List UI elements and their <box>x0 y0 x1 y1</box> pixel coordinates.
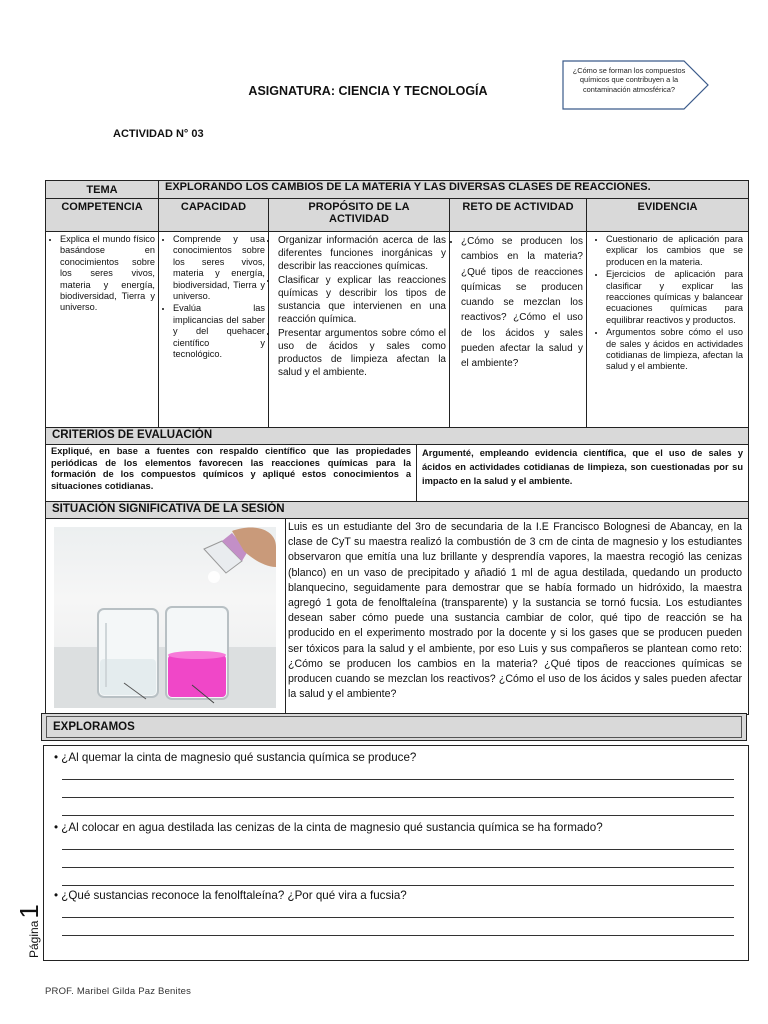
criterio-right: Argumenté, empleando evidencia científica, que el uso de sales y ácidos en actividades cotidianas de limpieza, son cuestionadas por su impacto en la salud y el ambiente. <box>422 448 743 486</box>
activity-table <box>45 180 749 715</box>
question-3-text: ¿Qué sustancias reconoce la fenolftaleína? ¿Por qué vira a fucsia? <box>61 889 407 902</box>
criterios-label: CRITERIOS DE EVALUACIÓN <box>46 428 748 444</box>
header-reto: RETO DE ACTIVIDAD <box>450 199 587 231</box>
evidencia-item: • Cuestionario de aplicación para explicar los cambios que se producen en la materia. <box>606 234 743 268</box>
experiment-photo-cell <box>46 519 286 714</box>
page-label: Página <box>27 920 41 958</box>
experiment-photo <box>54 527 276 708</box>
answer-line[interactable] <box>62 935 734 936</box>
proposito-item: • Presentar argumentos sobre cómo el uso de ácidos y sales como productos de limpieza afectan la salud y el ambiente. <box>278 327 446 379</box>
situacion-row <box>46 519 748 714</box>
header-row <box>46 199 748 232</box>
question-3: • ¿Qué sustancias reconoce la fenolftaleína? ¿Por qué vira a fucsia? <box>54 889 407 902</box>
answer-line[interactable] <box>62 779 734 780</box>
header-capacidad: CAPACIDAD <box>159 199 269 231</box>
activity-number: ACTIVIDAD N° 03 <box>113 128 204 140</box>
proposito-cell <box>269 232 450 427</box>
capacidad-cell <box>159 232 269 427</box>
competencia-cell <box>46 232 159 427</box>
capacidad-item: • Evalúa las implicancias del saber y del quehacer científico y tecnológico. <box>173 303 265 360</box>
answer-line[interactable] <box>62 797 734 798</box>
situacion-label: SITUACIÓN SIGNIFICATIVA DE LA SESIÓN <box>46 502 748 518</box>
subject-title: ASIGNATURA: CIENCIA Y TECNOLOGÍA <box>248 84 488 98</box>
exploramos-header <box>41 713 747 741</box>
answer-line[interactable] <box>62 867 734 868</box>
reto-cell <box>450 232 587 427</box>
answer-line[interactable] <box>62 849 734 850</box>
question-2-text: ¿Al colocar en agua destilada las cenizas de la cinta de magnesio qué sustancia química se ha formado? <box>61 821 603 834</box>
header-evidencia: EVIDENCIA <box>637 201 698 213</box>
reto-item: • ¿Cómo se producen los cambios en la materia? ¿Qué tipos de reacciones químicas se producen cuando se mezclan los reactivos? ¿Cómo el uso de los ácidos y sales pueden afectar la salud y el ambiente? <box>461 234 583 372</box>
situacion-header-row <box>46 502 748 519</box>
tema-label: TEMA <box>46 181 159 198</box>
questions-box <box>43 745 749 961</box>
question-1: • ¿Al quemar la cinta de magnesio qué sustancia química se produce? <box>54 751 417 764</box>
tema-row <box>46 181 748 199</box>
competencia-item: • Explica el mundo físico basándose en conocimientos sobre los seres vivos, materia y energía, biodiversidad, Tierra y universo. <box>60 234 155 314</box>
criterios-row <box>46 445 748 502</box>
criterio-left: Expliqué, en base a fuentes con respaldo científico que las propiedades periódicas de los elementos favorecen las reacciones químicas para la formación de los compuestos químicos y apliqué estos conocimientos a situaciones cotidianas. <box>46 445 417 501</box>
header-proposito: PROPÓSITO DE LA ACTIVIDAD <box>269 199 450 231</box>
tema-value: EXPLORANDO LOS CAMBIOS DE LA MATERIA Y LAS DIVERSAS CLASES DE REACCIONES. <box>159 181 748 198</box>
proposito-item: • Organizar información acerca de las diferentes funciones inorgánicas y describir las reacciones químicas. <box>278 234 446 273</box>
beakers-illustration <box>54 527 276 708</box>
callout-text: ¿Cómo se forman los compuestos químicos que contribuyen a la contaminación atmosférica? <box>572 66 686 94</box>
criterios-header-row <box>46 428 748 445</box>
page-number-value: 1 <box>14 904 44 919</box>
capacidad-item: • Comprende y usa conocimientos sobre los seres vivos, materia y energía, biodiversidad, Tierra y universo. <box>173 234 265 302</box>
header-competencia: COMPETENCIA <box>46 199 159 231</box>
question-2: • ¿Al colocar en agua destilada las cenizas de la cinta de magnesio qué sustancia química se ha formado? <box>54 821 603 834</box>
proposito-item: • Clasificar y explicar las reacciones químicas y describir los tipos de sustancia que intervienen en una reacción química. <box>278 274 446 326</box>
exploramos-label: EXPLORAMOS <box>46 716 742 738</box>
answer-line[interactable] <box>62 917 734 918</box>
situacion-text: Luis es un estudiante del 3ro de secundaria de la I.E Francisco Bolognesi de Abancay, en la clase de CyT su maestra realizó la combustión de 3 cm de cinta de magnesio y los estudiantes observaron que emitía una luz brillante y desprendía vapores, la maestra recogió las cenizas (blanco) en un vaso de precipitado y añadió 1 ml de agua destilada, quedando un producto blanquecino, seguidamente para demostrar que se había formado un hidróxido, la maestra agregó 1 gota de fenolftaleína (transparente) y la sustancia se tornó fucsia. Los estudiantes desean saber cómo puede una sustancia cambiar de color, qué tipo de reacción se ha producido en el experimento mostrado por la docente y si los gases que se producen pueden ser tóxicos para la salud y el ambiente, por eso Luis y sus compañeros se plantean como reto: ¿Cómo se producen los cambios en la materia? ¿Qué tipos de reacciones químicas se producen cuando se mezclan los reactivos? ¿Cómo el uso de los ácidos y sales pueden afectar la salud y el ambiente? <box>288 521 742 701</box>
content-row <box>46 232 748 428</box>
evidencia-item: • Ejercicios de aplicación para clasificar y explicar las reacciones químicas y balancear ecuaciones químicas para equilibrar reactivos y productos. <box>606 269 743 326</box>
answer-line[interactable] <box>62 815 734 816</box>
evidencia-item: • Argumentos sobre cómo el uso de sales y ácidos en actividades cotidianas de limpieza, afectan la salud y el ambiente. <box>606 327 743 373</box>
footer-author: PROF. Maribel Gilda Paz Benites <box>45 986 192 997</box>
answer-line[interactable] <box>62 885 734 886</box>
evidencia-cell <box>587 232 748 427</box>
page-number <box>12 890 42 960</box>
question-1-text: ¿Al quemar la cinta de magnesio qué sustancia química se produce? <box>61 751 417 764</box>
